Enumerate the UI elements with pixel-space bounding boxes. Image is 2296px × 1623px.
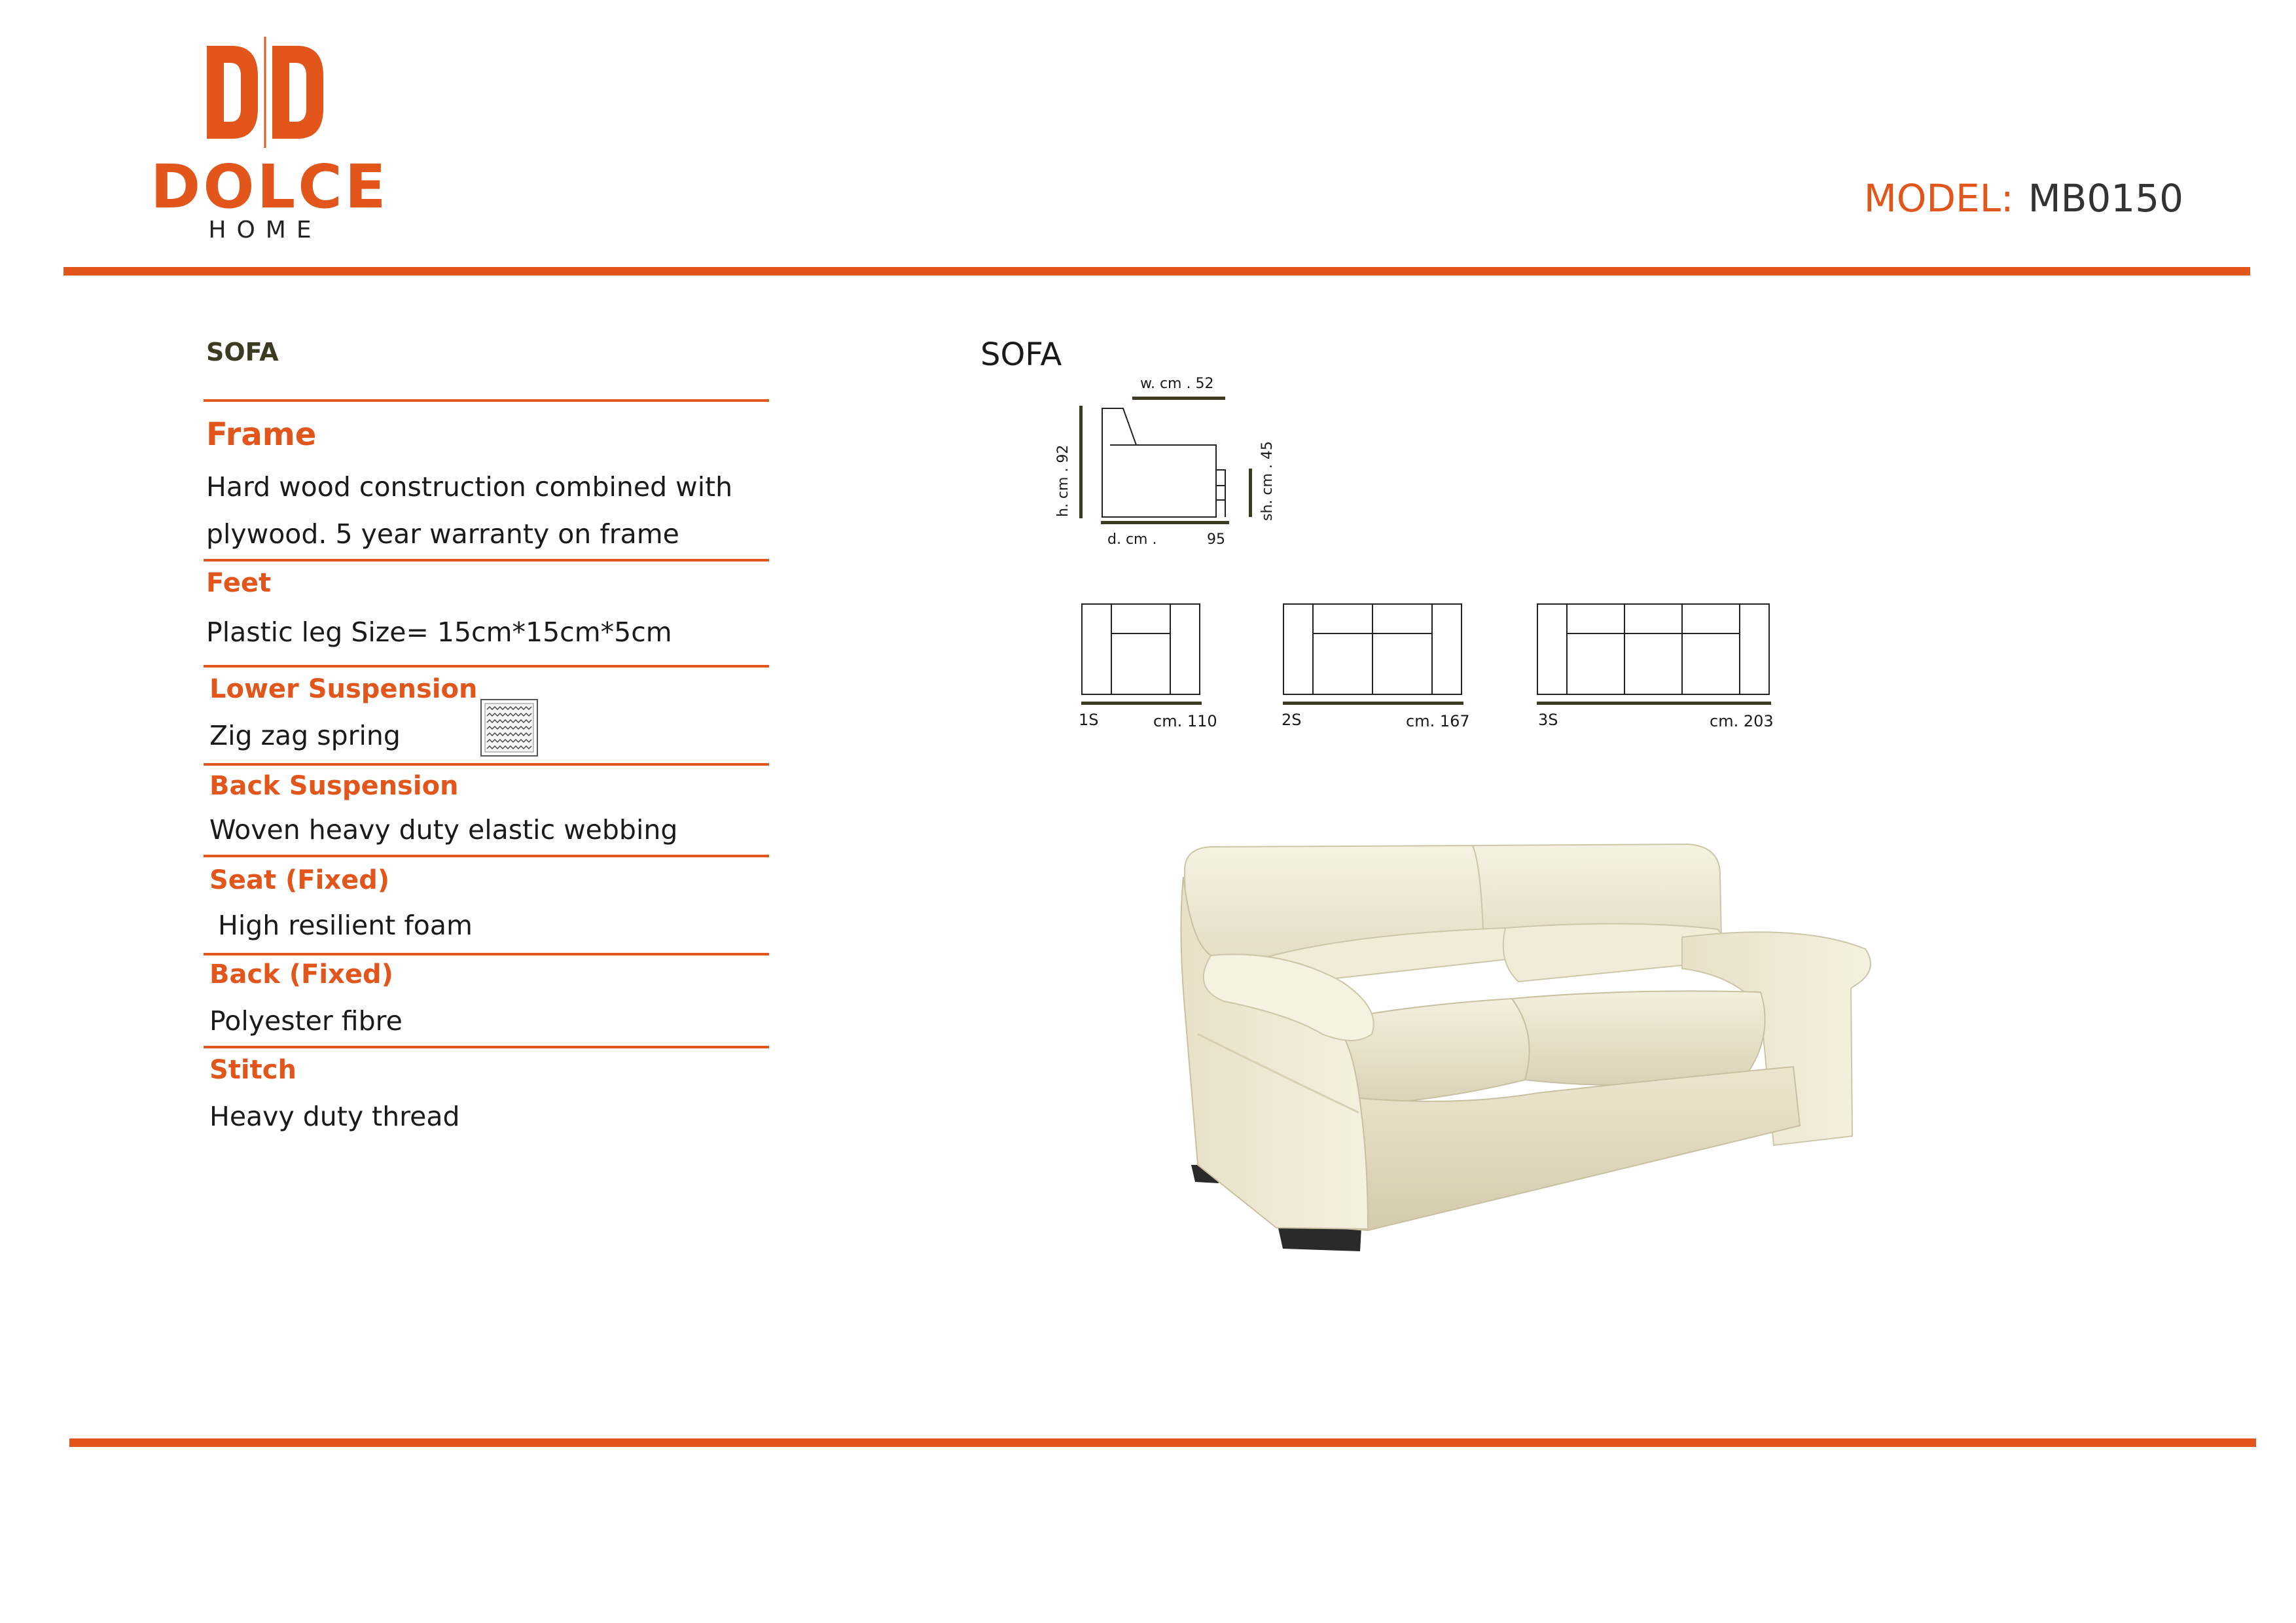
- footer-divider: [69, 1438, 2256, 1447]
- spec-divider: [204, 1046, 769, 1048]
- spec-heading-lower-suspension: Lower Suspension: [209, 674, 478, 704]
- spec-divider: [204, 665, 769, 668]
- zigzag-spring-icon: [480, 699, 538, 757]
- dim-seat-height-line: [1249, 469, 1252, 517]
- spec-divider: [204, 399, 769, 402]
- plan-3s-width: cm. 203: [1710, 712, 1774, 730]
- plan-3s-drawing: [1537, 603, 1770, 695]
- sofa-product-image: [1172, 838, 1872, 1257]
- plan-3s-dim-line: [1537, 702, 1771, 705]
- brand-logo-mark: [207, 37, 325, 148]
- dim-width-line: [1132, 397, 1225, 400]
- plan-1s-dim-line: [1081, 702, 1202, 705]
- model-label: MODEL:: [1863, 176, 2014, 221]
- dim-height-line: [1079, 406, 1083, 518]
- spec-heading-back: Back (Fixed): [209, 959, 393, 990]
- spec-divider: [204, 763, 769, 766]
- model-value: MB0150: [2028, 176, 2183, 221]
- spec-heading-feet: Feet: [206, 568, 272, 598]
- dim-seat-height-label: sh. cm . 45: [1259, 441, 1276, 521]
- spec-text-stitch: Heavy duty thread: [209, 1101, 460, 1132]
- spec-text-lower-suspension: Zig zag spring: [209, 720, 401, 751]
- brand-subtitle: HOME: [208, 217, 322, 243]
- spec-text-back-suspension: Woven heavy duty elastic webbing: [209, 814, 678, 846]
- spec-text-back: Polyester fibre: [209, 1005, 403, 1037]
- dim-width-label: w. cm . 52: [1140, 376, 1214, 392]
- plan-2s-dim-line: [1283, 702, 1463, 705]
- spec-heading-seat: Seat (Fixed): [209, 865, 390, 895]
- brand-name: DOLCE: [151, 152, 389, 222]
- header-divider: [63, 267, 2250, 276]
- plan-2s-code: 2S: [1282, 711, 1302, 729]
- spec-text-frame-line2: plywood. 5 year warranty on frame: [206, 518, 679, 550]
- spec-text-frame-line1: Hard wood construction combined with: [206, 471, 733, 503]
- spec-title: SOFA: [206, 338, 279, 366]
- dim-depth-value: 95: [1207, 531, 1225, 548]
- spec-heading-frame: Frame: [206, 416, 317, 453]
- model-heading: [1864, 175, 2183, 221]
- spec-divider: [204, 559, 769, 562]
- sofa-side-view: [1101, 404, 1233, 520]
- plan-2s-drawing: [1283, 603, 1462, 695]
- dim-depth-label: d. cm .: [1107, 531, 1157, 548]
- spec-heading-back-suspension: Back Suspension: [209, 771, 459, 801]
- plan-1s-code: 1S: [1079, 711, 1099, 729]
- plan-3s-code: 3S: [1538, 711, 1558, 729]
- plan-1s-drawing: [1081, 603, 1200, 695]
- dim-height-label: h. cm . 92: [1055, 444, 1071, 517]
- diagram-title: SOFA: [980, 336, 1062, 373]
- spec-text-feet: Plastic leg Size= 15cm*15cm*5cm: [206, 616, 672, 648]
- spec-text-seat: High resilient foam: [209, 910, 473, 941]
- plan-2s-width: cm. 167: [1406, 712, 1470, 730]
- spec-heading-stitch: Stitch: [209, 1055, 296, 1085]
- spec-divider: [204, 953, 769, 955]
- dim-depth-line: [1101, 521, 1229, 524]
- spec-divider: [204, 855, 769, 857]
- plan-1s-width: cm. 110: [1153, 712, 1217, 730]
